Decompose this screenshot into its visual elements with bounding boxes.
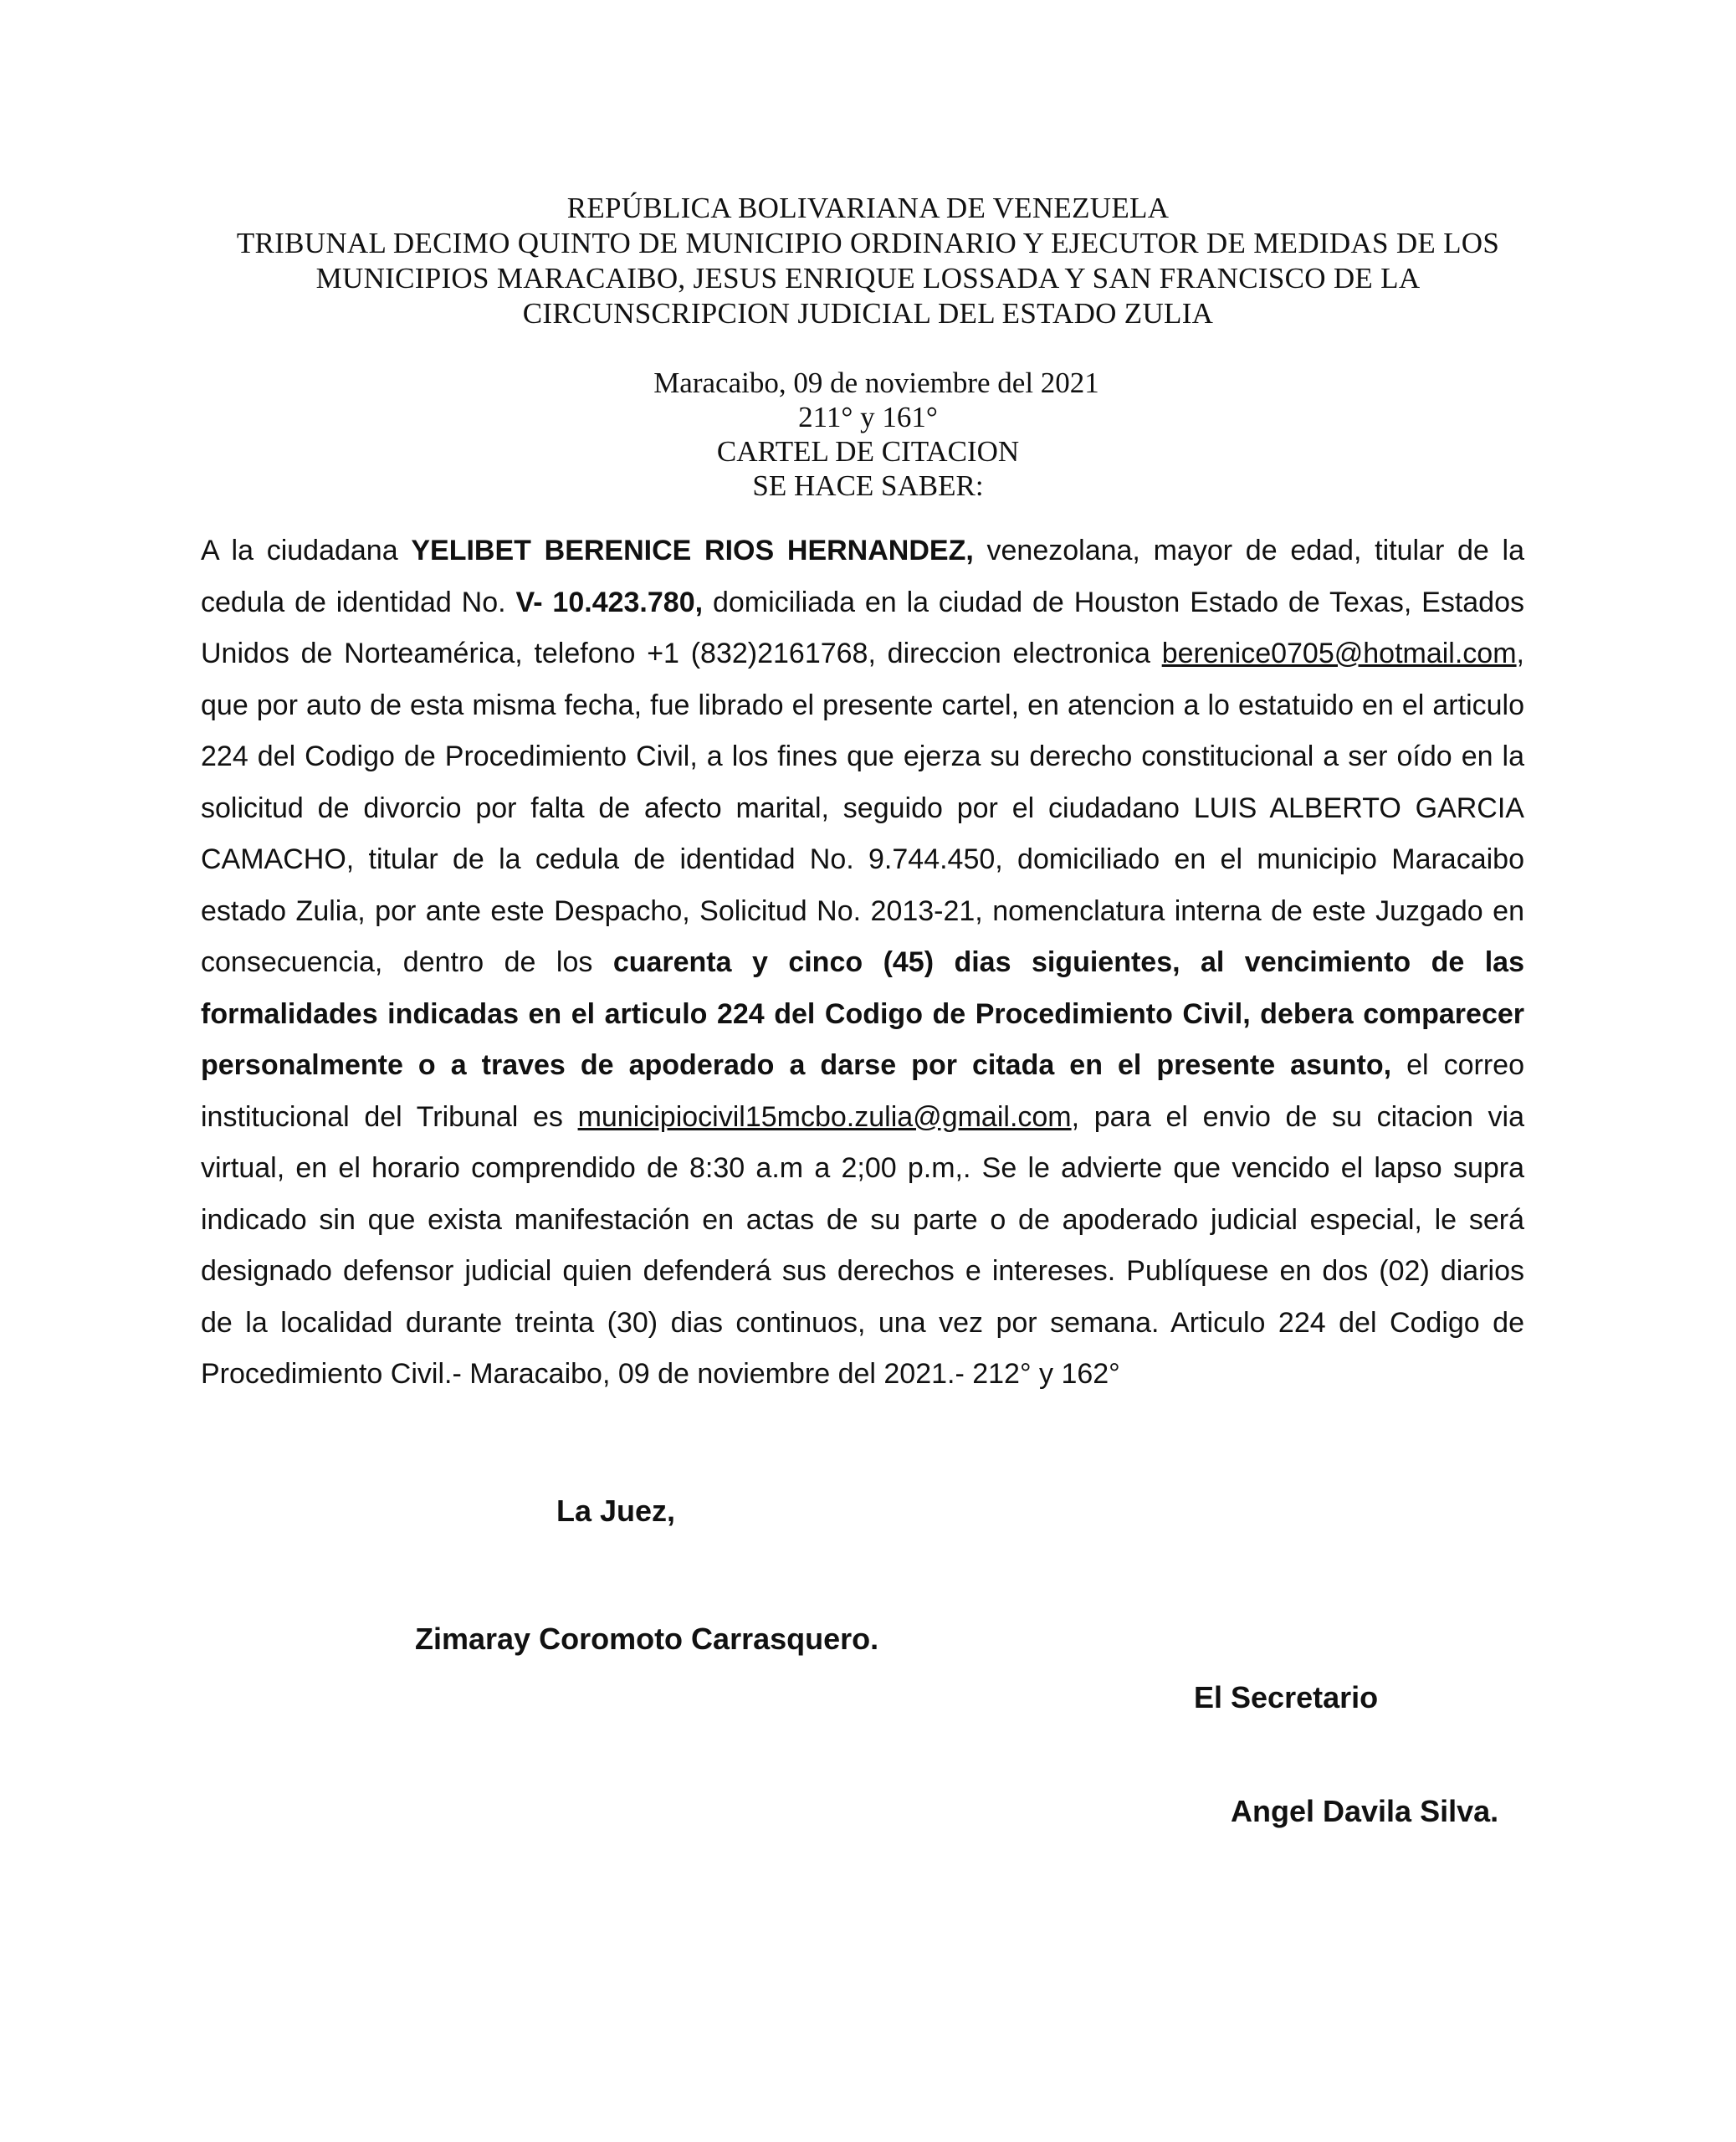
court-email[interactable]: municipiocivil15mcbo.zulia@gmail.com	[577, 1100, 1072, 1133]
header-line-country: REPÚBLICA BOLIVARIANA DE VENEZUELA	[566, 192, 1170, 224]
judge-title: La Juez,	[556, 1494, 676, 1528]
court-header	[0, 191, 1736, 331]
document-meta	[0, 366, 1736, 503]
cited-person-email[interactable]: berenice0705@hotmail.com	[1161, 638, 1517, 669]
citation-body	[201, 525, 1524, 1401]
body-text-1: A la ciudadana	[201, 535, 412, 566]
body-text-2: venezolana, mayor de edad, titular de la cedula de identidad No.	[201, 535, 1524, 618]
judge-name: Zimaray Coromoto Carrasquero.	[415, 1622, 879, 1656]
document-subtitle: SE HACE SABER:	[752, 469, 984, 502]
secretary-title: El Secretario	[1194, 1680, 1379, 1714]
secretary-name: Angel Davila Silva.	[1231, 1794, 1499, 1828]
appearance-clause: cuarenta y cinco (45) dias siguientes, al vencimiento de las formalidades indicadas en el articulo 224 del Codigo de Procedimiento Civil, debera comparecer personalmente o a traves de apoderado a darse por citada en el presente asunto,	[201, 946, 1524, 1081]
body-text-4: , que por auto de esta misma fecha, fue librado el presente cartel, en atencion a lo estatuido en el articulo 224 del Codigo de Procedimiento Civil, a los fines que ejerza su derecho constitucional a ser oído en la solicitud de divorcio por falta de afecto marital, seguido por el ciudadano LUIS ALBERTO GARCIA CAMACHO, titular de la cedula de identidad No. 9.744.450, domiciliado en el municipio Maracaibo estado Zulia, por ante este Despacho, Solicitud No. 2013-21, nomenclatura interna de este Juzgado en consecuencia, dentro de los	[201, 638, 1524, 978]
document-date: Maracaibo, 09 de noviembre del 2021	[653, 366, 1099, 399]
document-years: 211° y 161°	[798, 401, 938, 433]
header-line-jurisdiction: CIRCUNSCRIPCION JUDICIAL DEL ESTADO ZULIA	[522, 297, 1214, 330]
cited-person-name: YELIBET BERENICE RIOS HERNANDEZ,	[411, 535, 974, 566]
document-title: CARTEL DE CITACION	[716, 435, 1020, 468]
header-line-court: TRIBUNAL DECIMO QUINTO DE MUNICIPIO ORDINARIO Y EJECUTOR DE MEDIDAS DE LOS	[236, 227, 1500, 259]
header-line-municipalities: MUNICIPIOS MARACAIBO, JESUS ENRIQUE LOSSADA Y SAN FRANCISCO DE LA	[315, 262, 1421, 295]
body-text-5: el correo institucional del Tribunal es	[201, 1049, 1524, 1133]
body-text-6: , para el envio de su citacion via virtual, en el horario comprendido de 8:30 a.m a 2;00 p.m,. Se le advierte que vencido el lapso supra indicado sin que exista manifestación en actas de su parte o de apoderado judicial especial, le será designado defensor judicial quien defenderá sus derechos e intereses. Publíquese en dos (02) diarios de la localidad durante treinta (30) dias continuos, una vez por semana. Articulo 224 del Codigo de Procedimiento Civil.- Maracaibo, 09 de noviembre del 2021.- 212° y 162°	[201, 1100, 1524, 1390]
cited-person-cedula: V- 10.423.780,	[515, 586, 704, 618]
body-text-3: domiciliada en la ciudad de Houston Estado de Texas, Estados Unidos de Norteamérica, telefono +1 (832)2161768, direccion electronica	[201, 586, 1524, 669]
